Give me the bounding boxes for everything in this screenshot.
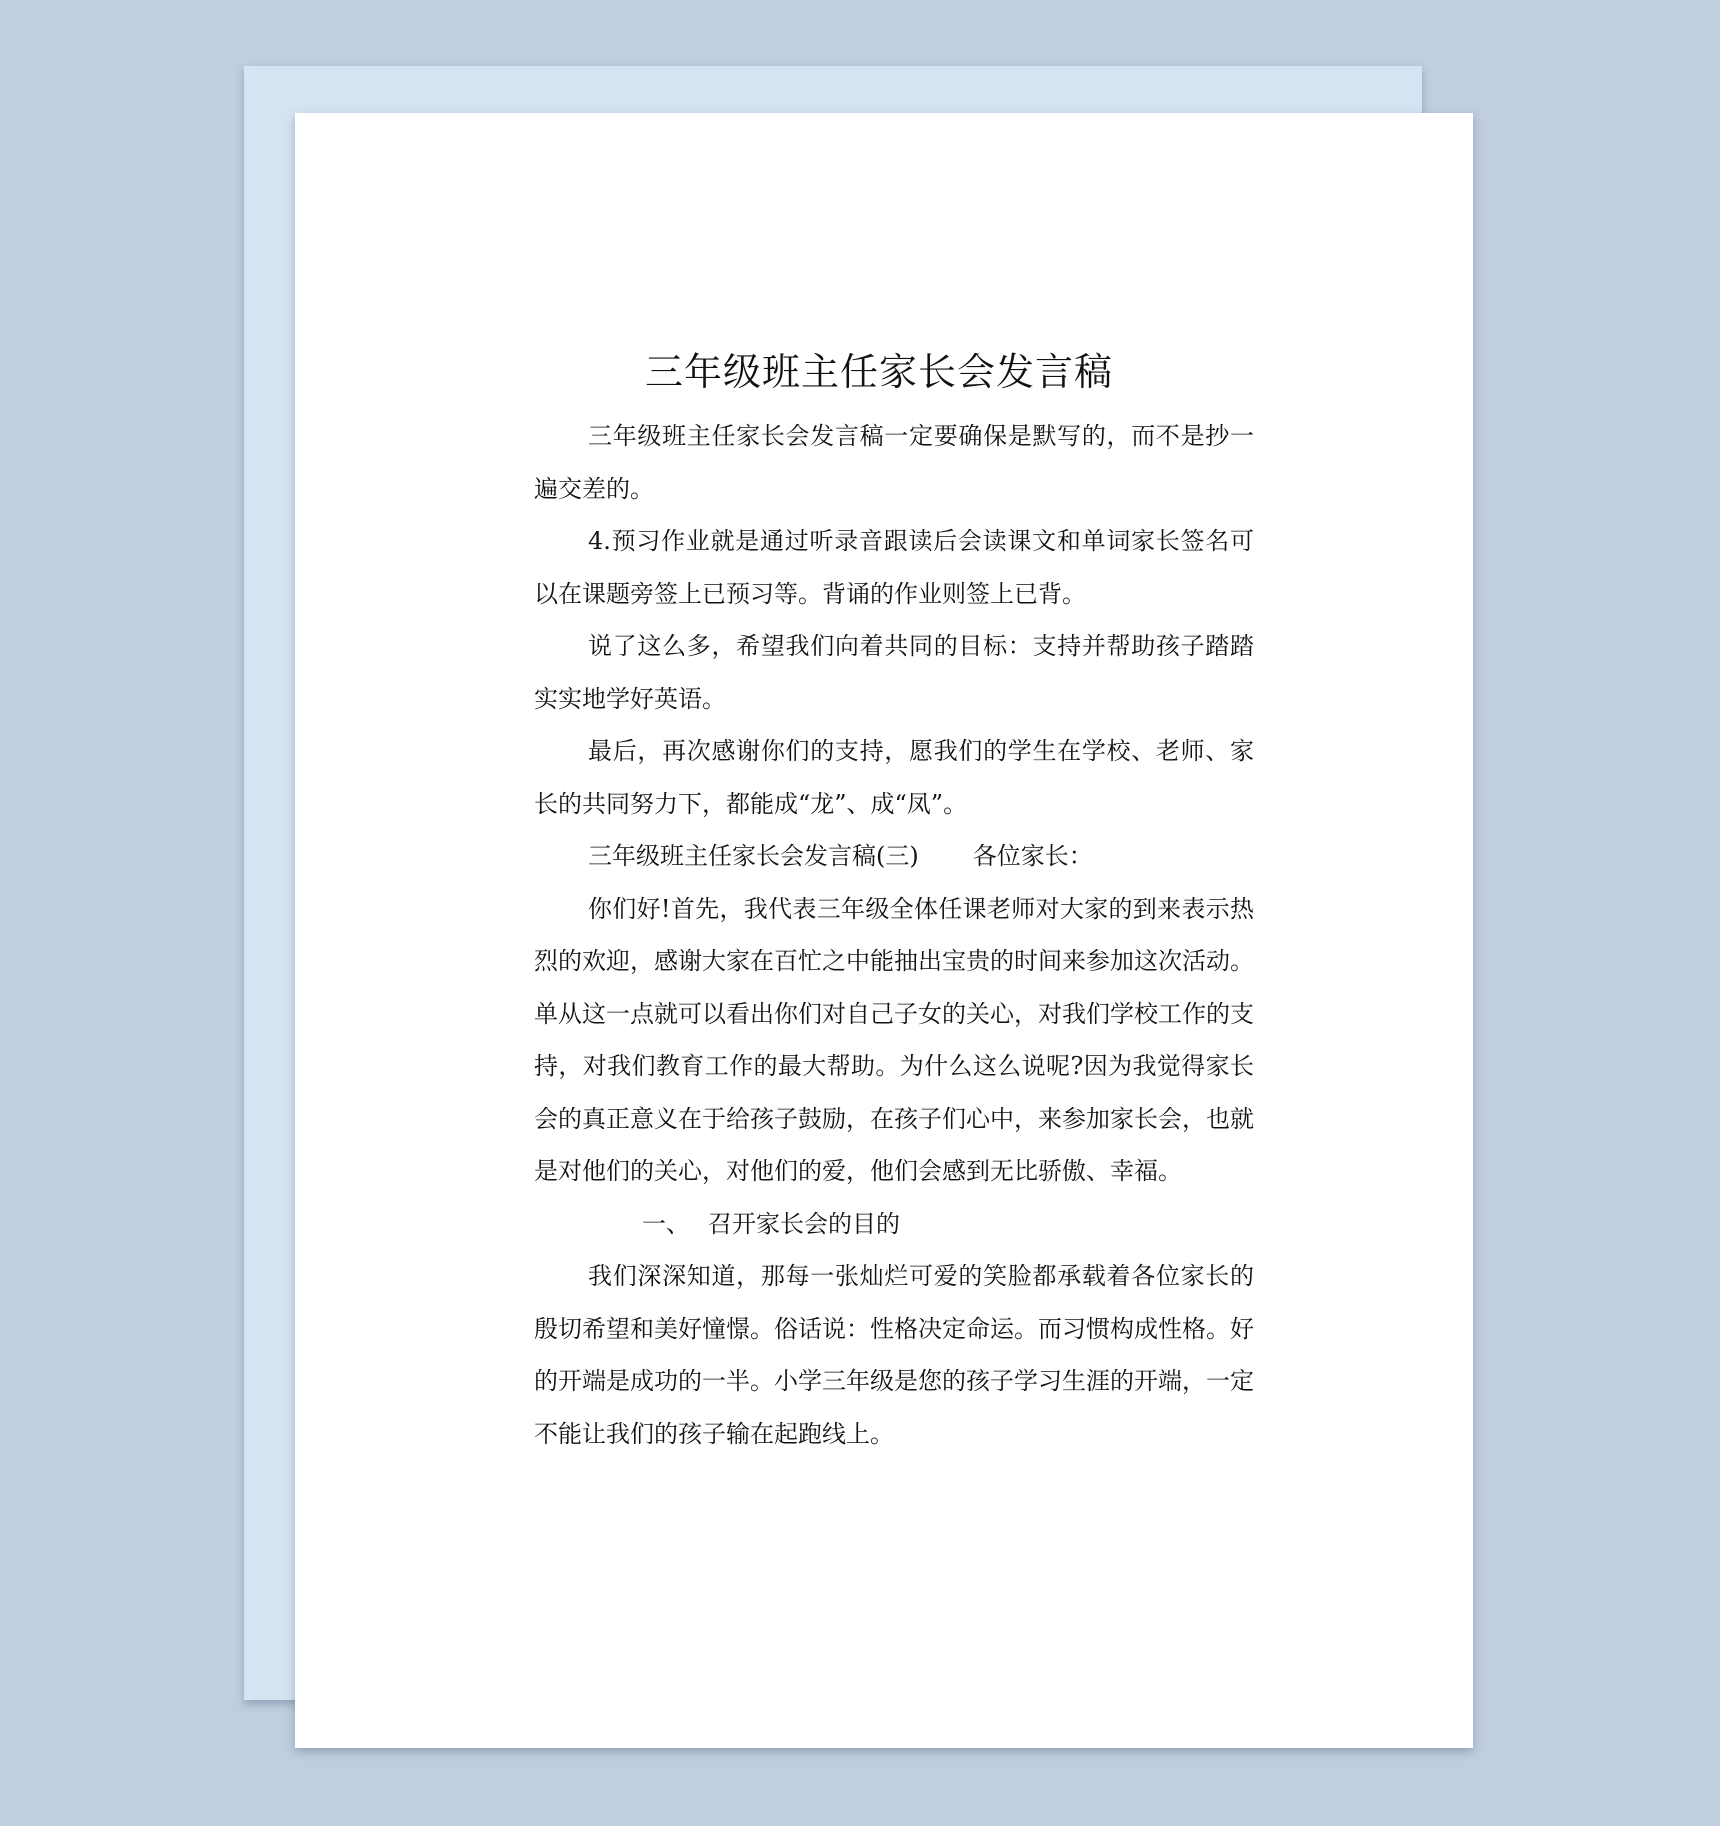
paragraph-8: 我们深深知道，那每一张灿烂可爱的笑脸都承载着各位家长的殷切希望和美好憧憬。俗话说：性格决定命运。而习惯构成性格。好的开端是成功的一半。小学三年级是您的孩子学习生涯的开端，一定不能让我们的孩子输在起跑线上。 [534, 1262, 1254, 1448]
document-content [534, 340, 1254, 1460]
heading-text: 召开家长会的目的 [708, 1209, 900, 1238]
section-title-3: 三年级班主任家长会发言稿(三) [588, 842, 919, 870]
paragraph-5 [534, 830, 1254, 883]
paragraph-2: 4.预习作业就是通过听录音跟读后会读课文和单词家长签名可以在课题旁签上已预习等。背诵的作业则签上已背。 [534, 527, 1254, 608]
paragraph-3: 说了这么多，希望我们向着共同的目标：支持并帮助孩子踏踏实实地学好英语。 [534, 632, 1254, 713]
document-title: 三年级班主任家长会发言稿 [644, 350, 1113, 394]
section-heading-1 [534, 1198, 1254, 1251]
heading-number: 一、 [642, 1209, 690, 1238]
paragraph-1: 三年级班主任家长会发言稿一定要确保是默写的，而不是抄一遍交差的。 [534, 422, 1254, 503]
paragraph-4: 最后，再次感谢你们的支持，愿我们的学生在学校、老师、家长的共同努力下，都能成“龙”、成“凤”。 [534, 737, 1254, 818]
salutation: 各位家长： [972, 842, 1093, 870]
paragraph-6: 你们好!首先，我代表三年级全体任课老师对大家的到来表示热烈的欢迎，感谢大家在百忙之中能抽出宝贵的时间来参加这次活动。单从这一点就可以看出你们对自己子女的关心，对我们学校工作的支持，对我们教育工作的最大帮助。为什么这么说呢?因为我觉得家长会的真正意义在于给孩子鼓励，在孩子们心中，来参加家长会，也就是对他们的关心，对他们的爱，他们会感到无比骄傲、幸福。 [534, 894, 1254, 1185]
